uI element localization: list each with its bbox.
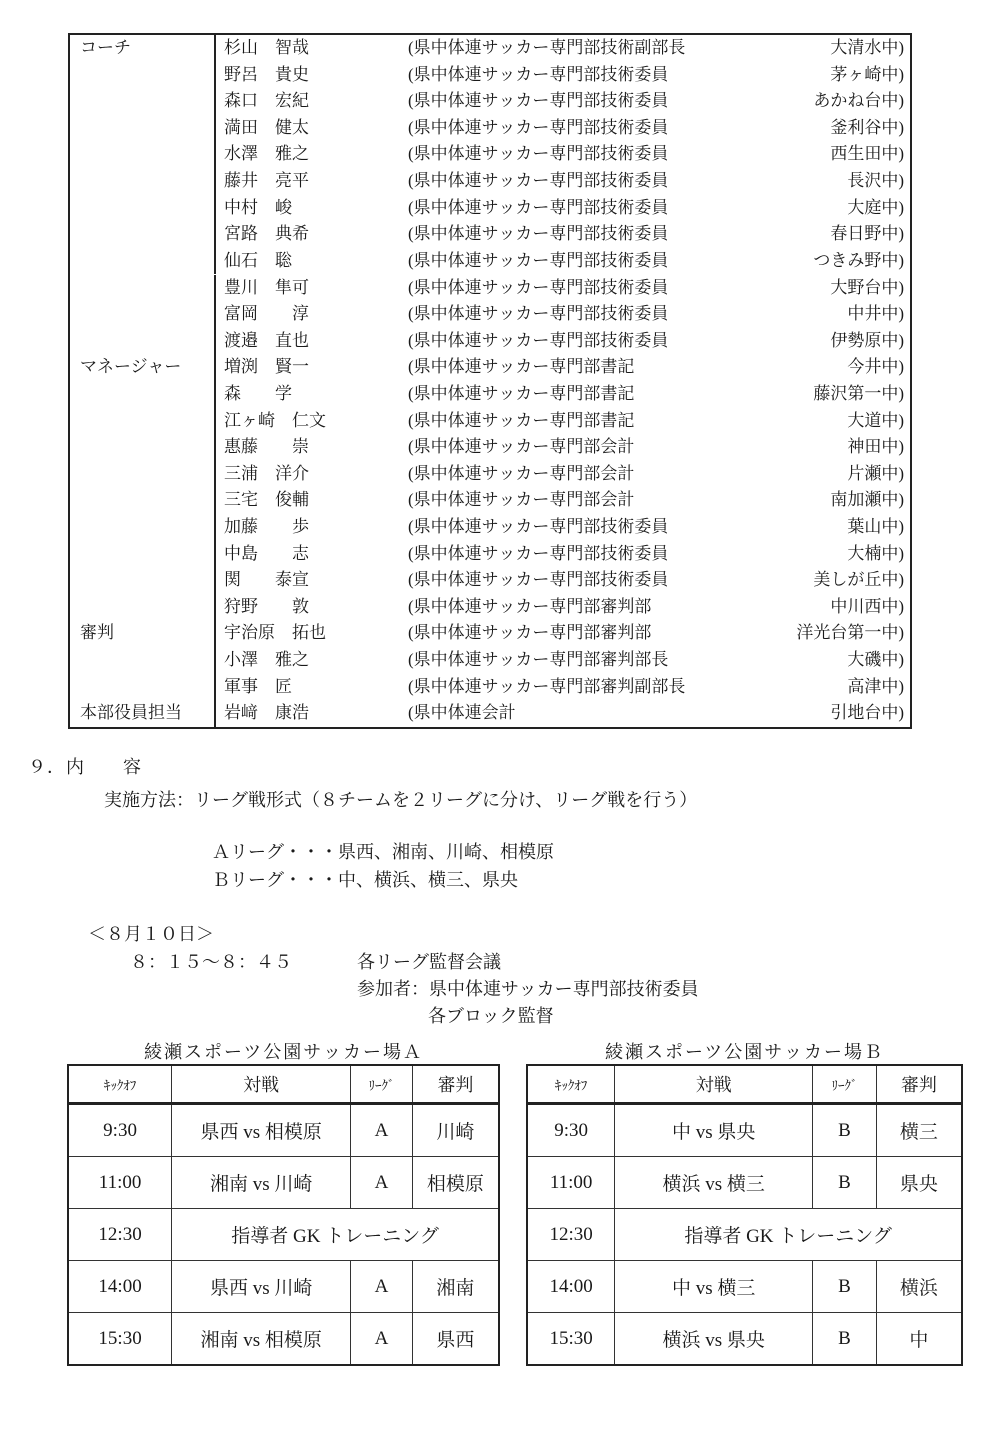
kickoff-time-cell: 14:00 [68,1261,172,1313]
referee-cell: 横三 [876,1104,962,1157]
role-label [70,408,216,435]
staff-school: 中井中) [847,304,904,324]
schedule-title: 綾瀬スポーツ公園サッカー場Ｂ [605,1042,884,1062]
staff-affiliation [408,88,910,115]
role-label [70,115,216,142]
roster-row [70,62,910,89]
schedule-row [68,1157,499,1209]
staff-title: (県中体連サッカー専門部技術委員 [408,117,669,137]
schedule-header-row [68,1065,499,1104]
training-cell: 指導者 GK トレーニング [615,1209,962,1261]
staff-school: 葉山中) [847,516,904,536]
staff-name: 中村 峻 [224,197,292,217]
role-label: コーチ [70,35,216,62]
referee-cell: 湘南 [412,1261,499,1313]
roster-row [70,195,910,222]
training-cell: 指導者 GK トレーニング [172,1209,499,1261]
schedule-table [67,1064,500,1366]
roster-row [70,275,910,302]
roster-row [70,221,910,248]
staff-affiliation [408,221,910,248]
staff-affiliation [408,434,910,461]
staff-school: 大清水中) [830,38,904,58]
participants-line: 参加者：県中体連サッカー専門部技術委員 [357,979,699,999]
schedule-header-cell: 対戦 [172,1065,351,1104]
league-cell: A [351,1261,413,1313]
staff-name: 増渕 賢一 [224,357,309,377]
roster-row [70,115,910,142]
staff-title: (県中体連サッカー専門部審判副部長 [408,676,686,696]
staff-name: 藤井 亮平 [224,171,309,191]
role-label [70,674,216,701]
league-b-composition: Ｂリーグ・・・中、横浜、横三、県央 [212,870,518,890]
staff-affiliation [408,354,910,381]
referee-cell: 中 [876,1313,962,1366]
staff-school: 大野台中) [830,277,904,297]
schedule-venue-a [67,1038,500,1366]
staff-name: 宇治原 拓也 [224,623,326,643]
league-cell: B [813,1104,877,1157]
league-cell: A [351,1313,413,1366]
staff-affiliation [408,461,910,488]
role-label [70,514,216,541]
staff-affiliation [408,620,910,647]
meeting-time: ８：１５～８：４５ [130,952,292,972]
staff-title: (県中体連サッカー専門部技術委員 [408,224,669,244]
schedule-header-cell: ﾘｰｸﾞ [351,1065,413,1104]
staff-school: 茅ヶ崎中) [830,64,904,84]
staff-school: 大磯中) [847,650,904,670]
staff-name: 森 学 [224,383,292,403]
staff-school: 引地台中) [830,703,904,723]
league-a-composition: Ａリーグ・・・県西、湘南、川崎、相模原 [212,842,554,862]
referee-cell: 県央 [876,1157,962,1209]
role-label [70,567,216,594]
staff-affiliation [408,115,910,142]
staff-affiliation [408,594,910,621]
role-label [70,275,216,302]
referee-cell: 川崎 [412,1104,499,1157]
role-label [70,248,216,275]
match-cell: 中 vs 県央 [615,1104,813,1157]
staff-name: 三浦 洋介 [224,463,309,483]
roster-row [70,700,910,727]
staff-name: 小澤 雅之 [224,650,309,670]
staff-name: 三宅 俊輔 [224,490,309,510]
staff-title: (県中体連サッカー専門部技術委員 [408,330,669,350]
referee-cell: 相模原 [412,1157,499,1209]
roster-row [70,620,910,647]
role-label [70,541,216,568]
schedule-row [68,1313,499,1366]
staff-title: (県中体連サッカー専門部技術副部長 [408,38,686,58]
staff-affiliation [408,567,910,594]
staff-title: (県中体連サッカー専門部技術委員 [408,197,669,217]
staff-school: 美しが丘中) [813,570,904,590]
roster-row [70,301,910,328]
role-label [70,221,216,248]
staff-school: あかね台中) [813,91,904,111]
staff-title: (県中体連サッカー専門部会計 [408,490,635,510]
roster-row [70,354,910,381]
league-cell: B [813,1157,877,1209]
staff-title: (県中体連サッカー専門部技術委員 [408,543,669,563]
staff-affiliation [408,674,910,701]
kickoff-time-cell: 9:30 [527,1104,615,1157]
schedule-row [68,1261,499,1313]
staff-school: つきみ野中) [813,250,904,270]
staff-school: 伊勢原中) [830,330,904,350]
staff-affiliation [408,514,910,541]
roster-row [70,567,910,594]
schedule-header-row [527,1065,962,1104]
staff-name: 加藤 歩 [224,516,309,536]
schedule-row [68,1104,499,1157]
staff-name: 渡邉 直也 [224,330,309,350]
staff-name: 仙石 聡 [224,250,292,270]
schedule-row [527,1157,962,1209]
roster-row [70,514,910,541]
date-heading: ＜８月１０日＞ [88,924,214,944]
schedule-venue-b [526,1038,963,1366]
staff-title: (県中体連サッカー専門部審判部長 [408,650,669,670]
roster-row [70,381,910,408]
staff-title: (県中体連サッカー専門部書記 [408,410,635,430]
staff-school: 長沢中) [847,171,904,191]
match-cell: 湘南 vs 相模原 [172,1313,351,1366]
staff-title: (県中体連サッカー専門部書記 [408,383,635,403]
schedule-header-cell: 審判 [876,1065,962,1104]
role-label [70,594,216,621]
schedule-title: 綾瀬スポーツ公園サッカー場Ａ [144,1042,423,1062]
kickoff-time-cell: 15:30 [68,1313,172,1366]
staff-affiliation [408,541,910,568]
staff-name: 惠藤 崇 [224,437,309,457]
staff-name: 宮路 典希 [224,224,309,244]
role-label [70,168,216,195]
roster-row [70,328,910,355]
role-label: 審判 [70,620,216,647]
staff-affiliation [408,700,910,727]
schedule-header-cell: ﾘｰｸﾞ [813,1065,877,1104]
role-label [70,195,216,222]
role-label [70,62,216,89]
role-label: マネージャー [70,354,216,381]
staff-name: 野呂 貴史 [224,64,309,84]
roster-row [70,674,910,701]
schedule-header-cell: 審判 [412,1065,499,1104]
kickoff-time-cell: 11:00 [68,1157,172,1209]
kickoff-time-cell: 9:30 [68,1104,172,1157]
staff-title: (県中体連サッカー専門部技術委員 [408,516,669,536]
league-cell: A [351,1104,413,1157]
staff-school: 今井中) [847,357,904,377]
section-9-heading: ９．内 容 [28,757,142,777]
kickoff-time-cell: 15:30 [527,1313,615,1366]
referee-cell: 横浜 [876,1261,962,1313]
staff-title: (県中体連サッカー専門部書記 [408,357,635,377]
staff-school: 中川西中) [830,596,904,616]
staff-school: 大楠中) [847,543,904,563]
staff-affiliation [408,647,910,674]
roster-row [70,88,910,115]
staff-name: 豊川 隼可 [224,277,309,297]
staff-affiliation [408,141,910,168]
staff-title: (県中体連サッカー専門部審判部 [408,623,652,643]
kickoff-time-cell: 12:30 [527,1209,615,1261]
schedule-row [527,1104,962,1157]
staff-title: (県中体連サッカー専門部会計 [408,437,635,457]
staff-name: 狩野 敦 [224,596,309,616]
staff-name: 中島 志 [224,543,309,563]
kickoff-time-cell: 14:00 [527,1261,615,1313]
staff-affiliation [408,408,910,435]
schedule-row [527,1313,962,1366]
role-label [70,487,216,514]
staff-name: 岩﨑 康浩 [224,703,309,723]
staff-title: (県中体連サッカー専門部技術委員 [408,277,669,297]
staff-title: (県中体連サッカー専門部会計 [408,463,635,483]
staff-title: (県中体連サッカー専門部技術委員 [408,64,669,84]
schedule-header-cell: ｷｯｸｵﾌ [68,1065,172,1104]
staff-school: 藤沢第一中) [813,383,904,403]
staff-name: 富岡 淳 [224,304,309,324]
kickoff-time-cell: 12:30 [68,1209,172,1261]
participants-line-2: 各ブロック監督 [428,1006,554,1026]
role-label [70,381,216,408]
meeting-title: 各リーグ監督会議 [357,952,501,972]
staff-name: 江ヶ崎 仁文 [224,410,326,430]
roster-row [70,487,910,514]
kickoff-time-cell: 11:00 [527,1157,615,1209]
staff-school: 春日野中) [830,224,904,244]
role-label [70,301,216,328]
staff-school: 大道中) [847,410,904,430]
schedule-row [527,1209,962,1261]
staff-affiliation [408,248,910,275]
roster-row [70,141,910,168]
staff-title: (県中体連サッカー専門部技術委員 [408,144,669,164]
staff-affiliation [408,381,910,408]
roster-row [70,35,910,62]
roster-row [70,248,910,275]
staff-affiliation [408,195,910,222]
staff-name: 水澤 雅之 [224,144,309,164]
staff-affiliation [408,168,910,195]
roster-row [70,541,910,568]
role-label [70,434,216,461]
staff-school: 片瀬中) [847,463,904,483]
role-label: 本部役員担当 [70,700,216,727]
role-label [70,461,216,488]
staff-name: 杉山 智哉 [224,38,309,58]
staff-affiliation [408,275,910,302]
staff-title: (県中体連サッカー専門部技術委員 [408,91,669,111]
roster-row [70,461,910,488]
staff-school: 神田中) [847,437,904,457]
match-cell: 横浜 vs 県央 [615,1313,813,1366]
role-label [70,328,216,355]
staff-title: (県中体連会計 [408,703,516,723]
staff-title: (県中体連サッカー専門部技術委員 [408,250,669,270]
staff-name: 森口 宏紀 [224,91,309,111]
role-label [70,88,216,115]
staff-school: 高津中) [847,676,904,696]
match-cell: 県西 vs 川崎 [172,1261,351,1313]
staff-title: (県中体連サッカー専門部技術委員 [408,304,669,324]
staff-title: (県中体連サッカー専門部技術委員 [408,171,669,191]
roster-row [70,434,910,461]
role-label [70,647,216,674]
staff-school: 洋光台第一中) [796,623,904,643]
schedule-table [526,1064,963,1366]
match-cell: 湘南 vs 川崎 [172,1157,351,1209]
schedule-header-cell: ｷｯｸｵﾌ [527,1065,615,1104]
role-label [70,141,216,168]
staff-affiliation [408,35,910,62]
roster-row [70,647,910,674]
staff-affiliation [408,62,910,89]
match-cell: 県西 vs 相模原 [172,1104,351,1157]
staff-affiliation [408,328,910,355]
schedule-row [68,1209,499,1261]
staff-roster-table [68,33,912,729]
staff-school: 西生田中) [830,144,904,164]
staff-affiliation [408,487,910,514]
staff-name: 関 泰宣 [224,570,309,590]
staff-school: 南加瀬中) [830,490,904,510]
implementation-method: 実施方法：リーグ戦形式（８チームを２リーグに分け、リーグ戦を行う） [104,790,698,810]
roster-row [70,594,910,621]
staff-school: 釜利谷中) [830,117,904,137]
league-cell: A [351,1157,413,1209]
staff-title: (県中体連サッカー専門部技術委員 [408,570,669,590]
match-cell: 横浜 vs 横三 [615,1157,813,1209]
staff-title: (県中体連サッカー専門部審判部 [408,596,652,616]
roster-row [70,168,910,195]
match-cell: 中 vs 横三 [615,1261,813,1313]
staff-name: 満田 健太 [224,117,309,137]
league-cell: B [813,1261,877,1313]
staff-school: 大庭中) [847,197,904,217]
schedule-row [527,1261,962,1313]
schedule-header-cell: 対戦 [615,1065,813,1104]
roster-row [70,408,910,435]
league-cell: B [813,1313,877,1366]
referee-cell: 県西 [412,1313,499,1366]
staff-affiliation [408,301,910,328]
staff-name: 軍事 匠 [224,676,292,696]
